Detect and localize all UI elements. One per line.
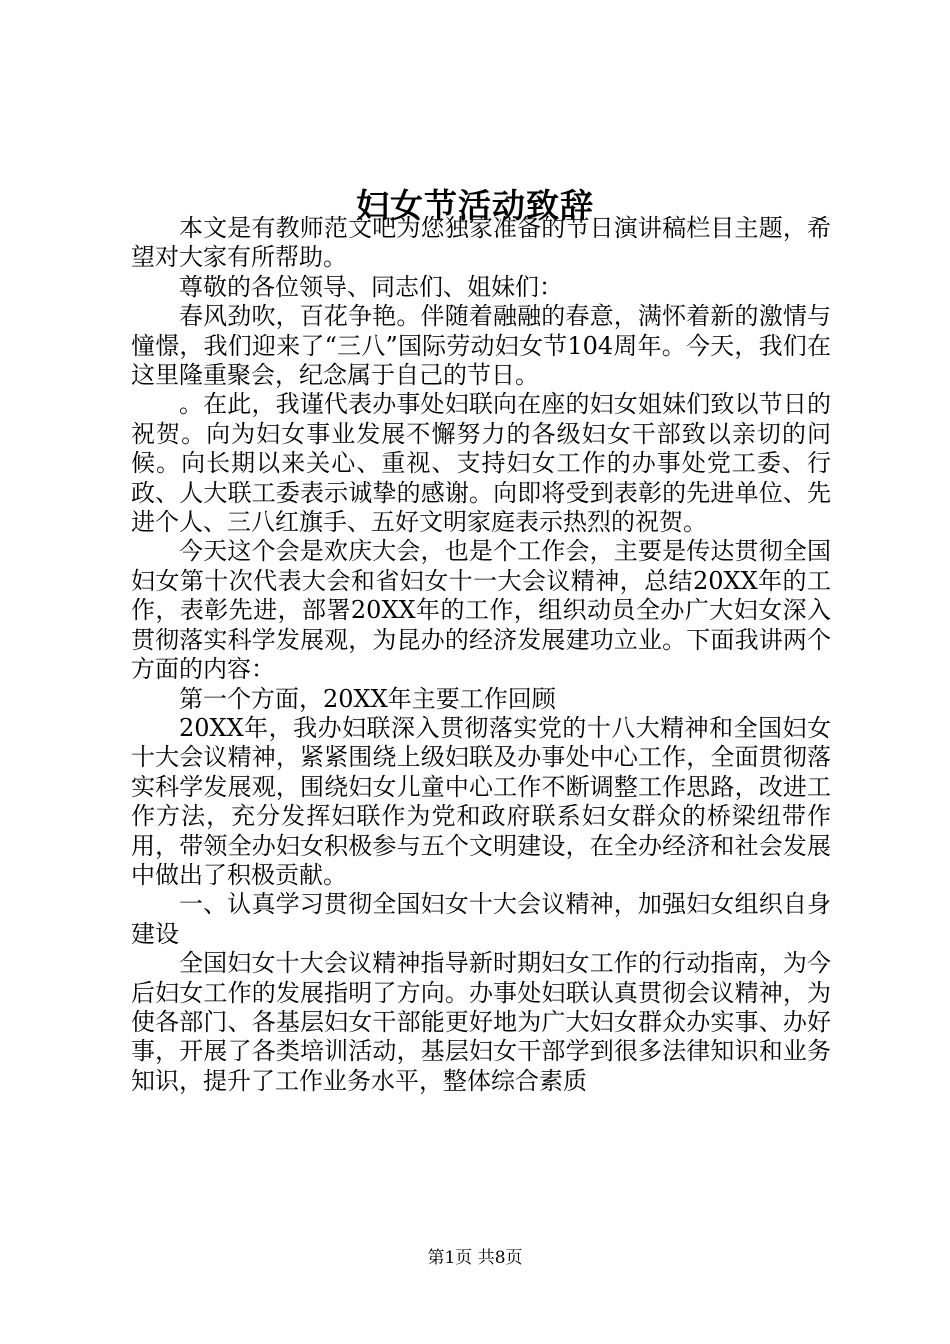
document-title: 妇女节活动致辞 bbox=[356, 186, 594, 225]
paragraph-section-heading: 第一个方面，20XX年主要工作回顾 bbox=[179, 684, 556, 713]
document-body bbox=[131, 214, 831, 1096]
paragraph-intro: 本文是有教师范文吧为您独家准备的节日演讲稿栏目主题，希望对大家有所帮助。 bbox=[131, 214, 831, 272]
paragraph-spirit: 全国妇女十大会议精神指导新时期妇女工作的行动指南，为今后妇女工作的发展指明了方向。办事处妇联认真贯彻会议精神，为使各部门、各基层妇女干部能更好地为广大妇女群众办实事、办好事，开展了各类培训活动，基层妇女干部学到很多法律知识和业务知识，提升了工作业务水平，整体综合素质 bbox=[131, 949, 831, 1095]
paragraph-meeting-purpose: 今天这个会是欢庆大会，也是个工作会，主要是传达贯彻全国妇女第十次代表大会和省妇女十一大会议精神，总结20XX年的工作，表彰先进，部署20XX年的工作，组织动员全办广大妇女深入贯彻落实科学发展观，为昆办的经济发展建功立业。下面我讲两个方面的内容： bbox=[131, 537, 831, 684]
paragraph-subheading-one: 一、认真学习贯彻全国妇女十大会议精神，加强妇女组织自身建设 bbox=[131, 890, 831, 948]
paragraph-salutation: 尊敬的各位领导、同志们、姐妹们： bbox=[179, 272, 563, 301]
paragraph-greetings: 。在此，我谨代表办事处妇联向在座的妇女姐妹们致以节日的祝贺。向为妇女事业发展不懈努力的各级妇女干部致以亲切的问候。向长期以来关心、重视、支持妇女工作的办事处党工委、行政、人大联工委表示诚挚的感谢。向即将受到表彰的先进单位、先进个人、三八红旗手、五好文明家庭表示热烈的祝贺。 bbox=[131, 390, 831, 537]
paragraph-review: 20XX年，我办妇联深入贯彻落实党的十八大精神和全国妇女十大会议精神，紧紧围绕上级妇联及办事处中心工作，全面贯彻落实科学发展观，围绕妇女儿童中心工作不断调整工作思路，改进工作方法，充分发挥妇联作为党和政府联系妇女群众的桥梁纽带作用，带领全办妇女积极参与五个文明建设，在全办经济和社会发展中做出了积极贡献。 bbox=[131, 713, 831, 889]
paragraph-opening: 春风劲吹，百花争艳。伴随着融融的春意，满怀着新的激情与憧憬，我们迎来了“三八”国际劳动妇女节104周年。今天，我们在这里隆重聚会，纪念属于自己的节日。 bbox=[131, 302, 831, 390]
page-footer: 第1页 共8页 bbox=[427, 1248, 523, 1268]
